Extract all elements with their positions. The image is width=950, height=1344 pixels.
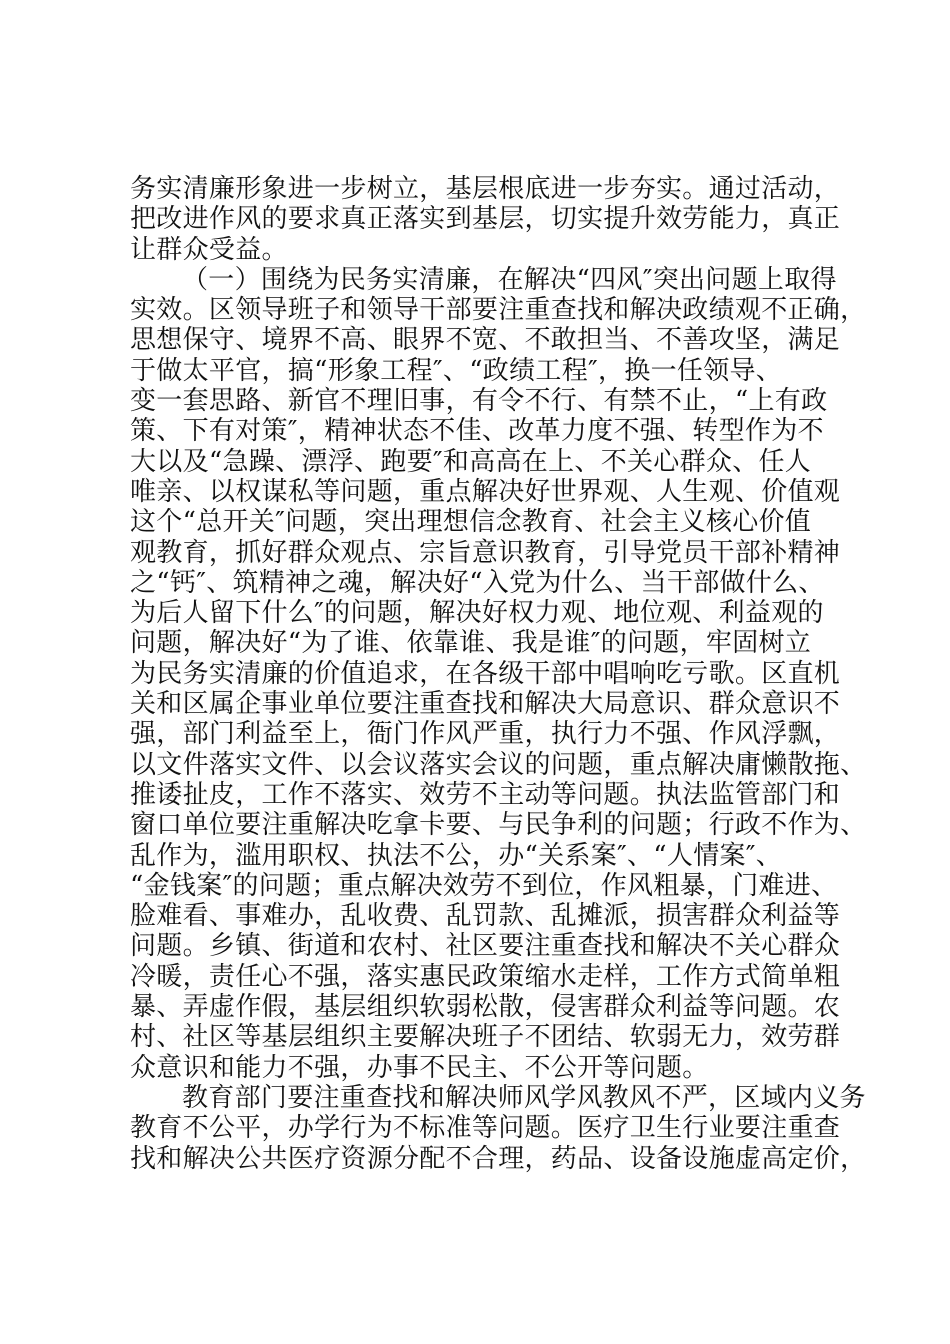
text-line: 变一套思路、新官不理旧事，有令不行、有禁不止，“上有政: [130, 386, 828, 417]
text-line: 务实清廉形象进一步树立，基层根底进一步夯实。通过活动，: [130, 174, 841, 204]
text-line: 把改进作风的要求真正落实到基层，切实提升效劳能力，真正: [130, 204, 841, 235]
text-line: 强，部门利益至上，衙门作风严重，执行力不强、作风浮飘，: [130, 719, 841, 750]
text-line: 以文件落实文件、以会议落实会议的问题，重点解决庸懒散拖、: [130, 749, 867, 780]
text-line: 大以及“急躁、漂浮、跑要″和高高在上、不关心群众、任人: [130, 446, 812, 477]
text-line: 思想保守、境界不高、眼界不宽、不敢担当、不善攻坚，满足: [130, 325, 841, 356]
text-line: 于做太平官，搞“形象工程″、“政绩工程″，换一任领导、: [130, 355, 783, 386]
text-line: 教育不公平，办学行为不标准等问题。医疗卫生行业要注重查: [130, 1113, 841, 1144]
text-line: “金钱案″的问题；重点解决效劳不到位，作风粗暴，门难进、: [130, 870, 838, 901]
text-line: 推诿扯皮，工作不落实、效劳不主动等问题。执法监管部门和: [130, 779, 841, 810]
paragraph-start-line: （一）围绕为民务实清廉，在解决“四风″突出问题上取得: [182, 264, 837, 295]
text-line: 冷暖，责任心不强，落实惠民政策缩水走样，工作方式简单粗: [130, 961, 841, 992]
text-line: 众意识和能力不强，办事不民主、不公开等问题。: [130, 1052, 709, 1083]
text-line: 脸难看、事难办，乱收费、乱罚款、乱摊派，损害群众利益等: [130, 901, 841, 932]
text-line: 唯亲、以权谋私等问题，重点解决好世界观、人生观、价值观: [130, 476, 841, 507]
text-line: 找和解决公共医疗资源分配不合理，药品、设备设施虚高定价，: [130, 1143, 867, 1174]
text-line: 策、下有对策″，精神状态不佳、改革力度不强、转型作为不: [130, 416, 824, 447]
text-line: 问题。乡镇、街道和农村、社区要注重查找和解决不关心群众: [130, 931, 841, 962]
text-line: 暴、弄虚作假，基层组织软弱松散，侵害群众利益等问题。农: [130, 992, 841, 1023]
paragraph-start-line: 教育部门要注重查找和解决师风学风教风不严，区域内义务: [182, 1082, 866, 1113]
text-line: 为民务实清廉的价值追求，在各级干部中唱响吃亏歌。区直机: [130, 658, 841, 689]
text-line: 实效。区领导班子和领导干部要注重查找和解决政绩观不正确，: [130, 295, 867, 326]
text-line: 窗口单位要注重解决吃拿卡要、与民争利的问题；行政不作为、: [130, 810, 867, 841]
text-line: 让群众受益。: [130, 234, 288, 265]
text-line: 问题，解决好“为了谁、依靠谁、我是谁″的问题，牢固树立: [130, 628, 812, 659]
text-line: 这个“总开关″问题，突出理想信念教育、社会主义核心价值: [130, 507, 812, 538]
text-line: 关和区属企事业单位要注重查找和解决大局意识、群众意识不: [130, 689, 841, 720]
text-line: 为后人留下什么″的问题，解决好权力观、地位观、利益观的: [130, 598, 824, 629]
body-text: [130, 174, 867, 1174]
text-line: 村、社区等基层组织主要解决班子不团结、软弱无力，效劳群: [130, 1022, 841, 1053]
text-line: 之“钙″、筑精神之魂，解决好“入党为什么、当干部做什么、: [130, 567, 825, 598]
text-line: 观教育，抓好群众观点、宗旨意识教育，引导党员干部补精神: [130, 537, 841, 568]
text-line: 乱作为，滥用职权、执法不公，办“关系案″、“人情案″、: [130, 840, 783, 871]
